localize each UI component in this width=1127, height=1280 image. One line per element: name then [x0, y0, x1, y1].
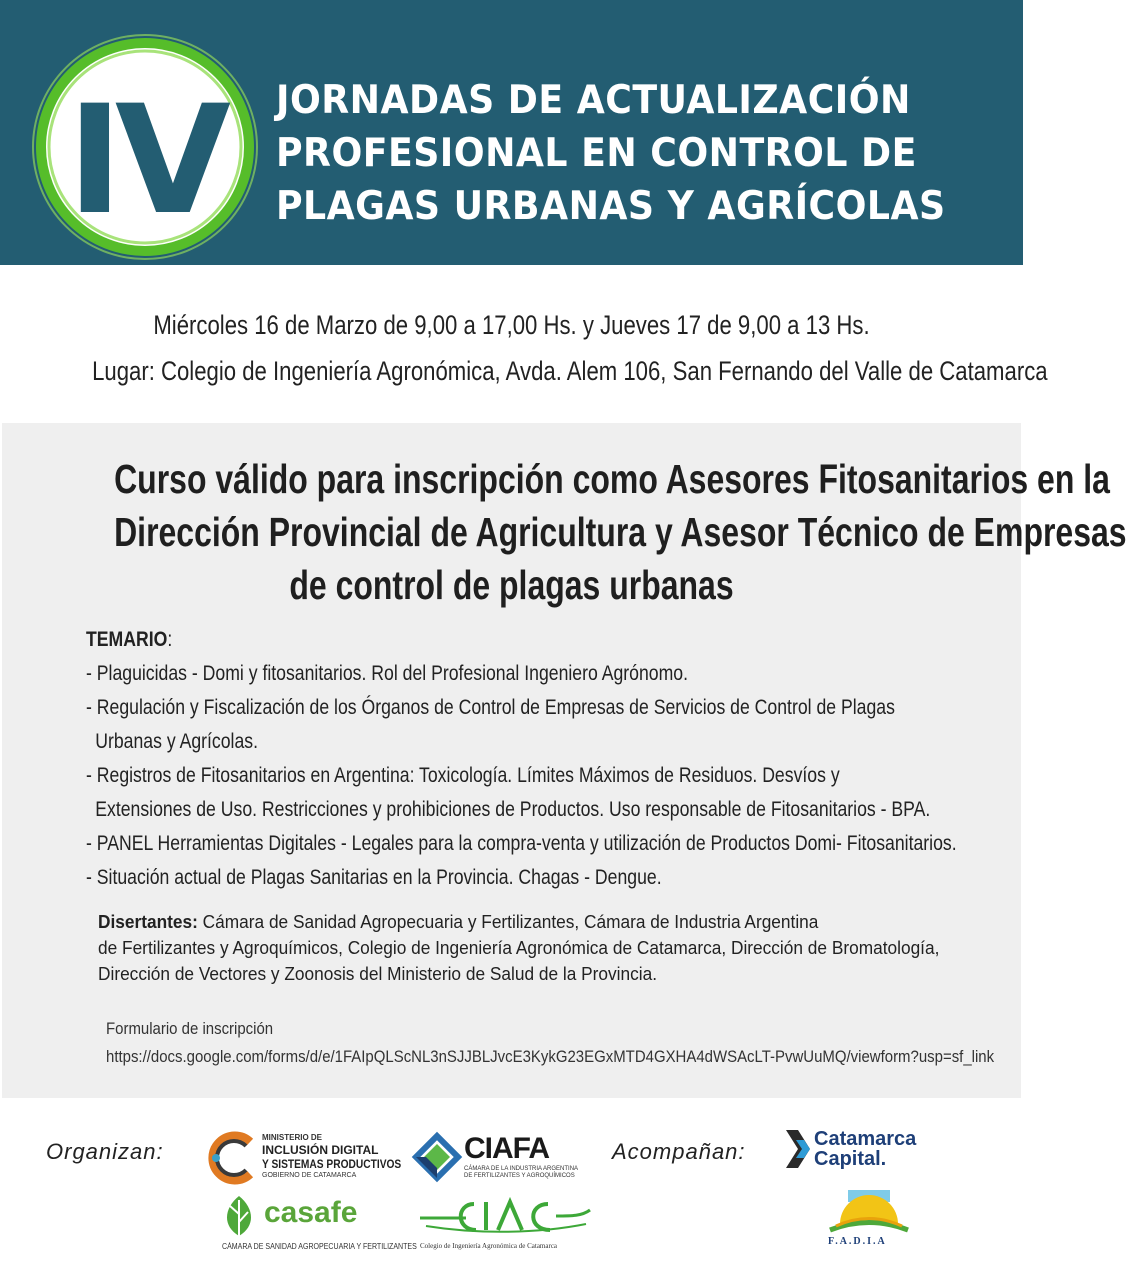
- temario-title: TEMARIO: [86, 628, 168, 651]
- event-title: [276, 74, 964, 233]
- speakers-section: [98, 909, 998, 987]
- course-validity-heading: [2, 453, 1127, 612]
- temario-section: TEMARIO: - Plaguicidas - Domi y fitosanitarios. Rol del Profesional Ingeniero Agrónomo. - Regulación y Fiscalización de los Órganos de Control de Empresas de Servicios de Control de Plagas Urbanas y Agrícolas. - Registros de Fitosanitarios en Argentina: Toxicología. Límites Máximos de Residuos. Desvíos y Extensiones de Uso. Restricciones y prohibiciones de Productos. Uso responsable de Fitosanitarios - BPA. - PANEL Herramientas Digitales - Legales para la compra-venta y utilización de Productos Domi- Fitosanitarios. - Situación actual de Plagas Sanitarias en la Provincia. Chagas - Dengue.: [86, 623, 1006, 895]
- temario-item-continuation: Extensiones de Uso. Restricciones y prohibiciones de Productos. Uso responsable de Fitosanitarios - BPA.: [95, 798, 931, 821]
- title-line-1: JORNADAS DE ACTUALIZACIÓN: [276, 78, 911, 123]
- casafe-logo: casafe CÁMARA DE SANIDAD AGROPECUARIA Y FERTILIZANTES: [218, 1192, 408, 1254]
- sponsors-label: Acompañan:: [612, 1139, 746, 1164]
- catamarca-arrow-icon: [786, 1130, 814, 1168]
- badge-numeral: IV: [67, 74, 223, 248]
- catamarca-capital-logo: Catamarca Capital.: [786, 1128, 946, 1172]
- content-panel: [2, 423, 1127, 1098]
- title-line-3: PLAGAS URBANAS Y AGRÍCOLAS: [276, 184, 946, 229]
- event-schedule: Miércoles 16 de Marzo de 9,00 a 17,00 Hs. y Jueves 17 de 9,00 a 13 Hs.: [153, 310, 870, 340]
- title-line-2: PROFESIONAL EN CONTROL DE: [276, 131, 917, 176]
- registration-form-section: [106, 1015, 1006, 1071]
- speakers-label: Disertantes:: [98, 912, 198, 932]
- form-link[interactable]: https://docs.google.com/forms/d/e/1FAIpQLScNL3nSJJBLJvcE3KykG23EGxMTD4GXHA4dWSAcLT-PvwUuMQ/viewform?usp=sf_link: [106, 1047, 995, 1066]
- ministerio-logo: MINISTERIO DE INCLUSIÓN DIGITAL Y SISTEMAS PRODUCTIVOS GOBIERNO DE CATAMARCA: [206, 1130, 406, 1186]
- casafe-leaf-icon: [218, 1194, 260, 1238]
- ciafa-diamond-icon: [414, 1134, 460, 1180]
- ministerio-c-icon: [206, 1132, 258, 1184]
- organizers-label: Organizan:: [46, 1139, 164, 1164]
- speakers-text: de Fertilizantes y Agroquímicos, Colegio de Ingeniería Agronómica de Catamarca, Dirección de Bromatología,: [98, 938, 940, 958]
- green-ring-icon: [32, 34, 258, 260]
- temario-item-continuation: Urbanas y Agrícolas.: [95, 730, 259, 753]
- ciafa-logo: CIAFA CÁMARA DE LA INDUSTRIA ARGENTINA DE FERTILIZANTES Y AGROQUÍMICOS: [414, 1132, 564, 1182]
- temario-item: - Registros de Fitosanitarios en Argentina: Toxicología. Límites Máximos de Residuos. Desvíos y: [86, 764, 840, 787]
- fadia-logo: F.A.D.I.A: [824, 1190, 914, 1250]
- course-line-1: Curso válido para inscripción como Asesores Fitosanitarios en la: [114, 456, 1110, 502]
- edition-badge: [32, 34, 258, 260]
- speakers-text: Cámara de Sanidad Agropecuaria y Fertilizantes, Cámara de Industria Argentina: [197, 912, 819, 932]
- ciac-logo: Colegio de Ingeniería Agronómica de Catamarca: [416, 1196, 594, 1254]
- speakers-text: Dirección de Vectores y Zoonosis del Ministerio de Salud de la Provincia.: [98, 964, 658, 984]
- ciac-script-icon: [416, 1196, 592, 1236]
- temario-item: - Plaguicidas - Domi y fitosanitarios. Rol del Profesional Ingeniero Agrónomo.: [86, 662, 689, 685]
- temario-item: - Situación actual de Plagas Sanitarias en la Provincia. Chagas - Dengue.: [86, 866, 662, 889]
- temario-item: - Regulación y Fiscalización de los Órganos de Control de Empresas de Servicios de Control de Plagas: [86, 696, 895, 719]
- temario-item: - PANEL Herramientas Digitales - Legales para la compra-venta y utilización de Productos Domi- Fitosanitarios.: [86, 832, 957, 855]
- form-label: Formulario de inscripción: [106, 1019, 274, 1038]
- header-banner: [0, 0, 1023, 265]
- course-line-2: Dirección Provincial de Agricultura y Asesor Técnico de Empresas: [114, 509, 1127, 555]
- course-line-3: de control de plagas urbanas: [289, 562, 734, 608]
- fadia-sun-icon: [828, 1190, 910, 1234]
- event-location: Lugar: Colegio de Ingeniería Agronómica, Avda. Alem 106, San Fernando del Valle de Catamarca: [92, 356, 1048, 386]
